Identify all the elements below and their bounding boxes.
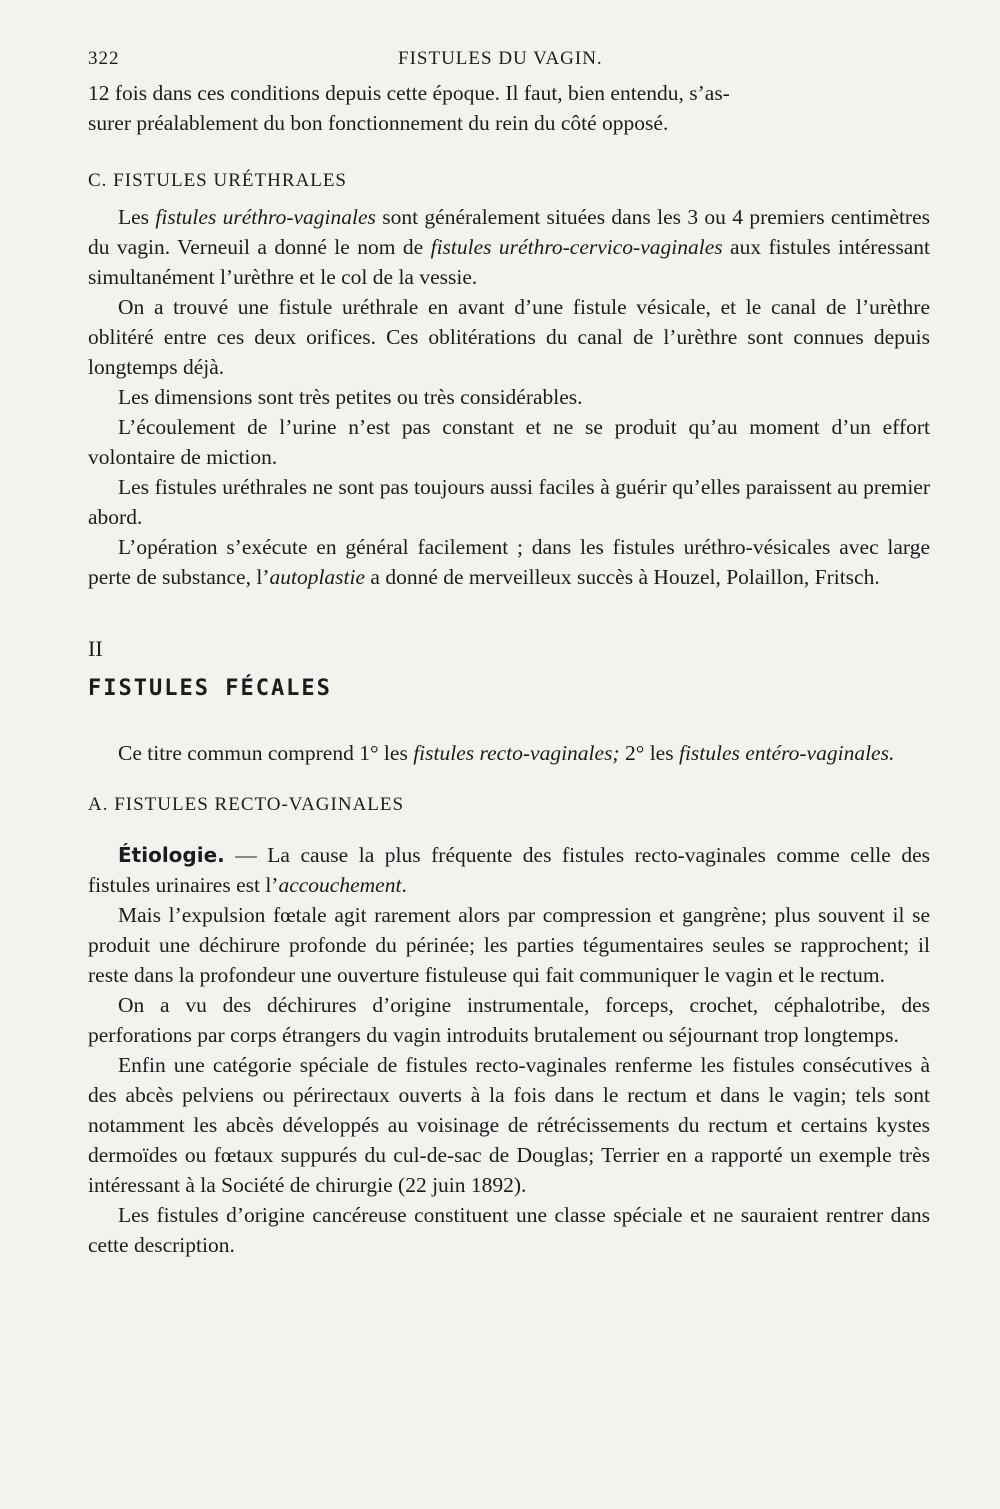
italic-term: accouchement	[278, 873, 402, 897]
text-run: sont généralement situées dans les 3 ou 4 premiers centimètres du vagin. Verneuil a donné le nom de	[88, 205, 930, 259]
text-run: — La cause la plus fréquente des fistules recto-vaginales comme celle des fistules urinaires est l’	[88, 843, 930, 897]
run-in-heading: Étiologie.	[118, 843, 225, 867]
page-header	[88, 48, 900, 78]
text-run: Ce titre commun comprend 1° les	[118, 741, 414, 765]
part-number: II	[88, 636, 103, 661]
paragraph	[88, 202, 930, 292]
chapter-title: FISTULES FÉCALES	[88, 676, 332, 701]
italic-term: autoplastie	[269, 565, 366, 589]
continuation-line-2: surer préalablement du bon fonctionnement du rein du côté opposé.	[88, 111, 669, 135]
paragraph: Les dimensions sont très petites ou très considérables.	[118, 385, 583, 409]
paragraph: Enfin une catégorie spéciale de fistules recto-vaginales renferme les fistules consécutives à des abcès pelviens ou périrectaux ouverts à la fois dans le rectum et dans le vagin; tels sont notamment les abcès développés au voisinage de rétrécissements du rectum et certains kystes dermoïdes ou fœtaux suppurés du cul-de-sac de Douglas; Terrier en a rapporté un exemple très intéressant à la Société de chirurgie (22 juin 1892).	[88, 1053, 930, 1197]
paragraph	[88, 532, 930, 592]
paragraph: On a trouvé une fistule uréthrale en avant d’une fistule vésicale, et le canal de l’urèthre oblitéré entre ces deux orifices. Ces oblitérations du canal de l’urèthre sont connues depuis longtemps déjà.	[88, 295, 930, 379]
italic-term: fistules entéro-vaginales.	[678, 741, 895, 765]
section-a-title: A. FISTULES RECTO-VAGINALES	[88, 794, 405, 815]
italic-term: fistules uréthro-vaginales	[155, 205, 376, 229]
paragraph: Les fistules d’origine cancéreuse constituent une classe spéciale et ne sauraient rentrer dans cette description.	[88, 1203, 930, 1257]
running-title: FISTULES DU VAGIN.	[398, 48, 603, 69]
paragraph	[88, 840, 930, 900]
text-run: Les	[118, 205, 156, 229]
paragraph: L’écoulement de l’urine n’est pas constant et ne se produit qu’au moment d’un effort volontaire de miction.	[88, 415, 930, 469]
paragraph: Les fistules uréthrales ne sont pas toujours aussi faciles à guérir qu’elles paraissent au premier abord.	[88, 475, 930, 529]
text-run: aux fistules intéressant simultanément l’urèthre et le col de la vessie.	[88, 235, 930, 289]
text-run: .	[401, 873, 407, 897]
text-run: L’opération s’exécute en général facilement ; dans les fistules uréthro-vésicales avec large perte de substance, l’	[88, 535, 930, 589]
page-number: 322	[88, 48, 120, 69]
page-body	[88, 78, 930, 1260]
italic-term: fistules recto-vaginales;	[413, 741, 620, 765]
continuation-paragraph	[88, 78, 930, 138]
paragraph	[88, 738, 930, 768]
paragraph: On a vu des déchirures d’origine instrumentale, forceps, crochet, céphalotribe, des perforations par corps étrangers du vagin introduits brutalement ou séjournant trop longtemps.	[88, 993, 930, 1047]
text-run: a donné de merveilleux succès à Houzel, Polaillon, Fritsch.	[365, 565, 880, 589]
continuation-line-1: 12 fois dans ces conditions depuis cette époque. Il faut, bien entendu, s’as-	[88, 81, 730, 105]
paragraph: Mais l’expulsion fœtale agit rarement alors par compression et gangrène; plus souvent il se produit une déchirure profonde du périnée; les parties tégumentaires seules se rapprochent; il reste dans la profondeur une ouverture fistuleuse qui fait communiquer le vagin et le rectum.	[88, 903, 930, 987]
italic-term: fistules uréthro-cervico-vaginales	[430, 235, 723, 259]
text-run: 2° les	[619, 741, 679, 765]
section-c-title: C. FISTULES URÉTHRALES	[88, 170, 347, 191]
